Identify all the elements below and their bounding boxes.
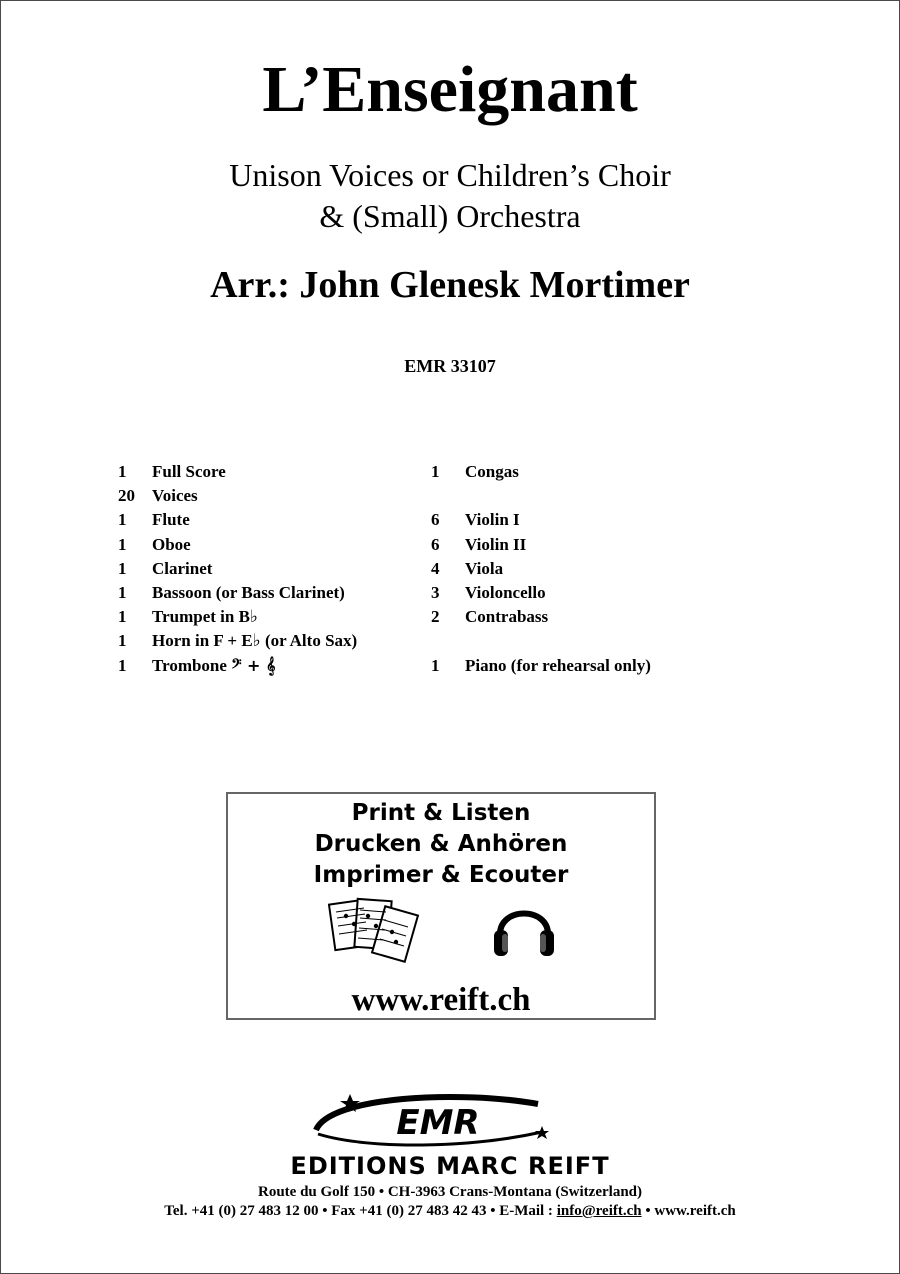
page-title: L’Enseignant xyxy=(262,53,638,126)
part-quantity: 1 xyxy=(118,631,127,651)
part-name: Clarinet xyxy=(152,558,213,578)
part-name-text: Trombone xyxy=(152,655,227,675)
part-quantity: 1 xyxy=(118,607,127,627)
publisher-name: EDITIONS MARC REIFT xyxy=(290,1152,610,1180)
part-quantity: 2 xyxy=(431,607,440,627)
part-quantity: 6 xyxy=(431,534,440,554)
part-quantity: 20 xyxy=(118,486,135,506)
part-name: Full Score xyxy=(152,462,226,481)
part-quantity: 1 xyxy=(431,655,440,675)
contact-website[interactable]: • www.reift.ch xyxy=(641,1203,736,1219)
emr-logo-text: EMR xyxy=(396,1103,480,1143)
part-name: Voices xyxy=(152,486,198,506)
part-name: Contrabass xyxy=(465,607,549,627)
contact-phone-fax: Tel. +41 (0) 27 483 12 00 • Fax +41 (0) 27 483 42 43 • E-Mail : xyxy=(164,1203,557,1219)
sheet-music-icon xyxy=(328,896,420,968)
promo-line-german: Drucken & Anhören xyxy=(314,831,568,857)
part-name: Trumpet in B♭ xyxy=(152,607,258,627)
subtitle-line-1: Unison Voices or Children’s Choir xyxy=(229,157,671,193)
arranger-credit: Arr.: John Glenesk Mortimer xyxy=(210,264,690,306)
part-quantity: 4 xyxy=(431,558,440,578)
part-name: Congas xyxy=(465,462,519,481)
clef-icon: 𝄢 + 𝄞 xyxy=(231,655,276,675)
part-quantity: 1 xyxy=(431,462,440,481)
headphones-icon xyxy=(490,894,558,964)
part-name: Viola xyxy=(465,558,504,578)
part-quantity: 1 xyxy=(118,655,127,675)
part-quantity: 6 xyxy=(431,510,440,530)
emr-logo xyxy=(310,1090,556,1148)
part-quantity: 1 xyxy=(118,558,127,578)
catalog-number: EMR 33107 xyxy=(404,356,496,376)
part-name: Violoncello xyxy=(465,582,546,602)
part-name: Violin I xyxy=(465,510,520,530)
part-name xyxy=(152,654,275,678)
promo-line-french: Imprimer & Ecouter xyxy=(313,862,569,888)
promo-website[interactable]: www.reift.ch xyxy=(351,982,531,1018)
email-link[interactable]: info@reift.ch xyxy=(556,1203,642,1219)
print-and-listen-box xyxy=(226,792,656,1020)
part-quantity: 1 xyxy=(118,582,127,602)
part-quantity: 3 xyxy=(431,582,440,602)
publisher-contact xyxy=(0,1201,900,1221)
part-name: Piano (for rehearsal only) xyxy=(465,655,651,675)
part-name: Oboe xyxy=(152,534,191,554)
part-quantity: 1 xyxy=(118,462,127,481)
part-quantity: 1 xyxy=(118,534,127,554)
subtitle-line-2: & (Small) Orchestra xyxy=(319,198,581,234)
part-name: Flute xyxy=(152,510,190,530)
part-quantity: 1 xyxy=(118,510,127,530)
part-name: Violin II xyxy=(465,534,527,554)
part-name: Bassoon (or Bass Clarinet) xyxy=(152,582,345,602)
publisher-address: Route du Golf 150 • CH-3963 Crans-Montana (Switzerland) xyxy=(258,1184,642,1200)
part-name: Horn in F + E♭ (or Alto Sax) xyxy=(152,631,358,651)
promo-line-english: Print & Listen xyxy=(351,800,531,826)
